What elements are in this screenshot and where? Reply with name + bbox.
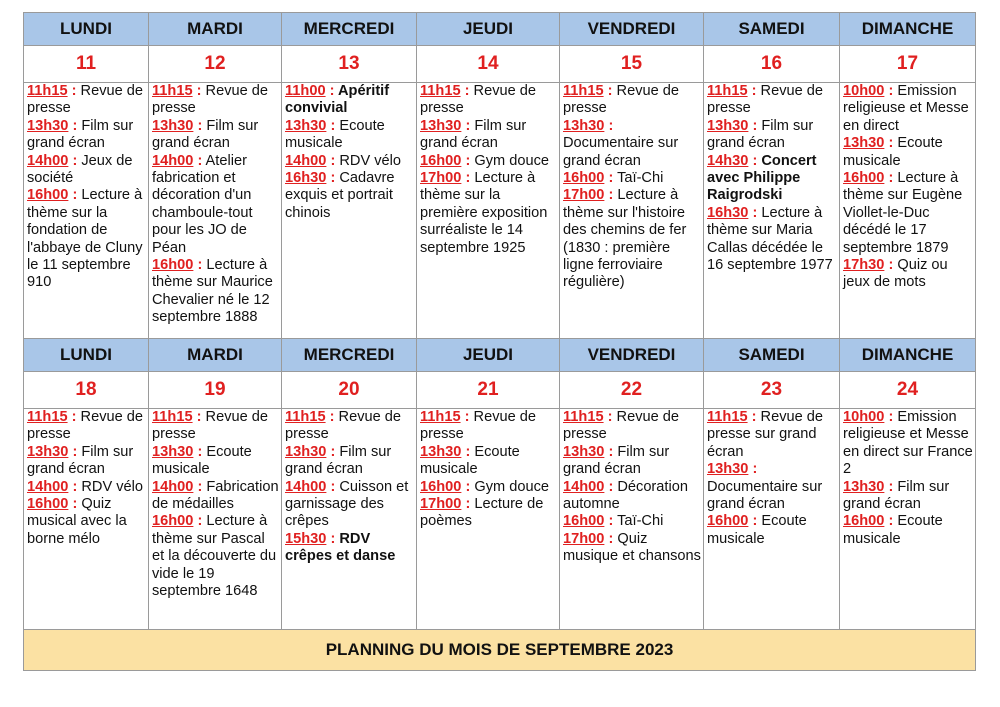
event-separator: : bbox=[604, 170, 614, 187]
event-time: 11h15 bbox=[27, 83, 68, 99]
event-separator: : bbox=[326, 117, 336, 134]
event-description: Revue de presse bbox=[707, 83, 824, 117]
event-entry bbox=[843, 409, 973, 479]
event-time: 13h30 bbox=[27, 117, 69, 134]
event-separator: : bbox=[884, 170, 894, 187]
event-separator: : bbox=[326, 478, 336, 495]
week2-header-row bbox=[24, 339, 976, 372]
event-time: 16h00 bbox=[420, 152, 462, 169]
event-description: Film sur grand écran bbox=[285, 443, 392, 478]
event-separator: : bbox=[68, 443, 78, 460]
event-entry bbox=[27, 187, 146, 291]
event-time: 14h30 bbox=[707, 152, 749, 169]
week1-date-tuesday: 12 bbox=[149, 46, 282, 83]
event-description: Quiz musical avec la borne mélo bbox=[27, 496, 127, 547]
week1-header-row bbox=[24, 13, 976, 46]
event-entry bbox=[707, 153, 837, 205]
week1-date-saturday: 16 bbox=[704, 46, 840, 83]
week1-events-monday bbox=[24, 83, 149, 339]
event-time: 13h30 bbox=[707, 117, 749, 134]
event-separator: : bbox=[603, 409, 613, 425]
event-time: 11h15 bbox=[563, 83, 604, 99]
week1-events-thursday bbox=[417, 83, 560, 339]
event-separator: : bbox=[604, 187, 614, 204]
event-separator: : bbox=[193, 478, 203, 495]
event-description: Revue de presse bbox=[563, 409, 680, 443]
event-entry bbox=[420, 496, 557, 531]
event-separator: : bbox=[326, 152, 336, 169]
event-description: Gym douce bbox=[470, 152, 549, 169]
week1-date-monday: 11 bbox=[24, 46, 149, 83]
event-separator: : bbox=[325, 409, 335, 425]
event-description: Jeux de société bbox=[27, 152, 133, 187]
event-entry bbox=[707, 409, 837, 461]
event-description: RDV vélo bbox=[77, 478, 144, 495]
event-time: 16h00 bbox=[420, 478, 462, 495]
event-entry bbox=[152, 513, 279, 600]
event-description: Lecture à thème sur Maurice Chevalier né le 12 septembre 1888 bbox=[152, 257, 273, 326]
event-description: Apéritif convivial bbox=[285, 83, 390, 117]
event-description: Quiz ou jeux de mots bbox=[843, 257, 948, 291]
event-description: Revue de presse bbox=[420, 409, 537, 443]
event-entry bbox=[152, 83, 279, 118]
event-description: Revue de presse bbox=[27, 409, 144, 443]
event-description: Film sur grand écran bbox=[420, 117, 527, 152]
week2-day-monday: LUNDI bbox=[24, 339, 149, 372]
event-description: Ecoute musicale bbox=[843, 135, 943, 169]
event-separator: : bbox=[68, 496, 78, 513]
event-entry bbox=[285, 479, 414, 531]
week2-date-thursday: 21 bbox=[417, 372, 560, 409]
event-entry bbox=[152, 153, 279, 257]
event-entry bbox=[843, 83, 973, 135]
week1-events-wednesday bbox=[282, 83, 417, 339]
event-description: Emission religieuse et Messe en direct bbox=[843, 83, 969, 134]
event-entry bbox=[152, 409, 279, 444]
week2-dates-row bbox=[24, 372, 976, 409]
event-time: 13h30 bbox=[843, 478, 885, 495]
week1-day-wednesday: MERCREDI bbox=[282, 13, 417, 46]
event-entry bbox=[563, 187, 701, 291]
event-separator: : bbox=[604, 117, 614, 134]
event-entry bbox=[563, 83, 701, 118]
event-description: Lecture à thème sur Eugène Viollet-le-Duc décédé le 17 septembre 1879 bbox=[843, 170, 963, 256]
event-entry bbox=[285, 444, 414, 479]
event-separator: : bbox=[884, 257, 894, 274]
event-time: 11h15 bbox=[285, 409, 326, 425]
event-separator: : bbox=[604, 530, 614, 547]
event-separator: : bbox=[67, 83, 77, 99]
event-time: 16h30 bbox=[285, 170, 327, 187]
event-time: 13h30 bbox=[563, 117, 605, 134]
event-description: Film sur grand écran bbox=[152, 117, 259, 152]
event-time: 16h00 bbox=[843, 513, 885, 530]
event-time: 10h00 bbox=[843, 409, 885, 425]
event-description: Taï-Chi bbox=[613, 513, 664, 530]
event-entry bbox=[420, 118, 557, 153]
week1-day-saturday: SAMEDI bbox=[704, 13, 840, 46]
event-entry bbox=[285, 409, 414, 444]
event-time: 13h30 bbox=[420, 117, 462, 134]
event-time: 13h30 bbox=[285, 443, 327, 460]
event-description: Revue de presse bbox=[152, 83, 269, 117]
week1-dates-row bbox=[24, 46, 976, 83]
event-time: 13h30 bbox=[420, 443, 462, 460]
week1-events-row bbox=[24, 83, 976, 339]
week1-events-sunday bbox=[840, 83, 976, 339]
event-separator: : bbox=[748, 461, 758, 478]
event-time: 11h15 bbox=[563, 409, 604, 425]
event-separator: : bbox=[192, 83, 202, 99]
event-time: 16h00 bbox=[563, 170, 605, 187]
week2-events-sunday bbox=[840, 409, 976, 630]
event-entry bbox=[563, 479, 701, 514]
event-entry bbox=[285, 170, 414, 222]
event-entry bbox=[707, 513, 837, 548]
event-description: Cuisson et garnissage des crêpes bbox=[285, 478, 409, 530]
event-separator: : bbox=[193, 152, 203, 169]
week1-day-sunday: DIMANCHE bbox=[840, 13, 976, 46]
event-description: Revue de presse sur grand écran bbox=[707, 409, 824, 460]
event-time: 16h00 bbox=[27, 187, 69, 204]
event-entry bbox=[843, 513, 973, 548]
event-description: Film sur grand écran bbox=[707, 117, 814, 152]
event-separator: : bbox=[748, 152, 758, 169]
week2-day-thursday: JEUDI bbox=[417, 339, 560, 372]
footer-row bbox=[24, 630, 976, 671]
event-separator: : bbox=[884, 478, 894, 495]
week1-events-saturday bbox=[704, 83, 840, 339]
event-time: 13h30 bbox=[563, 443, 605, 460]
event-time: 16h00 bbox=[843, 170, 885, 187]
event-time: 17h00 bbox=[563, 187, 605, 204]
week2-events-tuesday bbox=[149, 409, 282, 630]
event-description: Ecoute musicale bbox=[285, 117, 385, 152]
event-entry bbox=[420, 444, 557, 479]
week1-date-thursday: 14 bbox=[417, 46, 560, 83]
event-entry bbox=[843, 479, 973, 514]
event-time: 17h00 bbox=[420, 496, 462, 513]
event-separator: : bbox=[884, 135, 894, 152]
event-description: Décoration automne bbox=[563, 478, 688, 513]
week1-date-wednesday: 13 bbox=[282, 46, 417, 83]
week2-events-saturday bbox=[704, 409, 840, 630]
event-entry bbox=[285, 118, 414, 153]
event-description: RDV vélo bbox=[335, 152, 402, 169]
week1-date-friday: 15 bbox=[560, 46, 704, 83]
event-separator: : bbox=[193, 257, 203, 274]
event-time: 16h30 bbox=[707, 204, 749, 221]
event-separator: : bbox=[193, 513, 203, 530]
event-entry bbox=[420, 409, 557, 444]
week1-day-friday: VENDREDI bbox=[560, 13, 704, 46]
event-entry bbox=[27, 479, 146, 496]
planning-table bbox=[23, 12, 976, 671]
event-time: 16h00 bbox=[152, 257, 194, 274]
event-description: Film sur grand écran bbox=[843, 478, 950, 513]
event-entry bbox=[285, 153, 414, 170]
event-description: Documentaire sur grand écran bbox=[563, 135, 679, 169]
event-description: Revue de presse bbox=[152, 409, 269, 443]
event-time: 13h30 bbox=[152, 443, 194, 460]
event-separator: : bbox=[748, 117, 758, 134]
event-separator: : bbox=[604, 513, 614, 530]
event-entry bbox=[27, 409, 146, 444]
event-separator: : bbox=[884, 513, 894, 530]
event-entry bbox=[27, 444, 146, 479]
event-description: Ecoute musicale bbox=[843, 513, 943, 547]
event-separator: : bbox=[67, 409, 77, 425]
week1-day-tuesday: MARDI bbox=[149, 13, 282, 46]
week2-date-saturday: 23 bbox=[704, 372, 840, 409]
event-time: 11h15 bbox=[27, 409, 68, 425]
week2-date-wednesday: 20 bbox=[282, 372, 417, 409]
event-description: Ecoute musicale bbox=[152, 443, 252, 478]
event-entry bbox=[27, 83, 146, 118]
event-time: 14h00 bbox=[152, 152, 194, 169]
event-separator: : bbox=[68, 152, 78, 169]
event-description: Film sur grand écran bbox=[563, 443, 670, 478]
week1-day-monday: LUNDI bbox=[24, 13, 149, 46]
week2-events-wednesday bbox=[282, 409, 417, 630]
event-time: 14h00 bbox=[563, 478, 605, 495]
event-time: 11h15 bbox=[420, 83, 461, 99]
event-separator: : bbox=[748, 204, 758, 221]
event-entry bbox=[563, 170, 701, 187]
event-description: Fabrication de médailles bbox=[152, 478, 279, 513]
event-separator: : bbox=[461, 152, 471, 169]
event-entry bbox=[152, 118, 279, 153]
event-description: Documentaire sur grand écran bbox=[707, 478, 823, 513]
event-separator: : bbox=[193, 117, 203, 134]
event-entry bbox=[563, 118, 701, 170]
event-time: 16h00 bbox=[707, 513, 749, 530]
event-time: 17h00 bbox=[420, 170, 462, 187]
event-time: 16h00 bbox=[152, 513, 194, 530]
week2-day-sunday: DIMANCHE bbox=[840, 339, 976, 372]
event-description: Revue de presse bbox=[285, 409, 402, 443]
event-separator: : bbox=[460, 409, 470, 425]
event-description: Atelier fabrication et décoration d'un chamboule-tout pour les JO de Péan bbox=[152, 152, 253, 256]
event-entry bbox=[420, 170, 557, 257]
event-entry bbox=[152, 257, 279, 327]
week2-day-friday: VENDREDI bbox=[560, 339, 704, 372]
event-entry bbox=[707, 118, 837, 153]
event-description: Lecture à thème sur l'histoire des chemins de fer (1830 : première ligne ferroviaire régulière) bbox=[563, 187, 687, 291]
event-time: 11h15 bbox=[152, 409, 193, 425]
event-separator: : bbox=[461, 478, 471, 495]
event-description: Lecture à thème sur Pascal et la découverte du vide le 19 septembre 1648 bbox=[152, 513, 277, 600]
week2-events-row bbox=[24, 409, 976, 630]
event-time: 16h00 bbox=[563, 513, 605, 530]
event-entry bbox=[27, 496, 146, 548]
event-entry bbox=[420, 83, 557, 118]
event-separator: : bbox=[325, 83, 335, 99]
week2-date-sunday: 24 bbox=[840, 372, 976, 409]
event-time: 13h30 bbox=[285, 117, 327, 134]
event-description: Cadavre exquis et portrait chinois bbox=[285, 170, 395, 221]
event-separator: : bbox=[68, 478, 78, 495]
event-separator: : bbox=[747, 409, 757, 425]
event-separator: : bbox=[604, 478, 614, 495]
event-time: 10h00 bbox=[843, 83, 885, 99]
event-time: 15h30 bbox=[285, 530, 327, 547]
event-description: Lecture à thème sur la première exposition surréaliste le 14 septembre 1925 bbox=[420, 170, 548, 256]
event-description: RDV crêpes et danse bbox=[285, 530, 396, 565]
week2-date-friday: 22 bbox=[560, 372, 704, 409]
event-entry bbox=[843, 170, 973, 257]
event-separator: : bbox=[461, 117, 471, 134]
event-time: 16h00 bbox=[27, 496, 69, 513]
event-description: Film sur grand écran bbox=[27, 117, 134, 152]
event-separator: : bbox=[68, 117, 78, 134]
event-entry bbox=[285, 531, 414, 566]
week2-events-monday bbox=[24, 409, 149, 630]
event-separator: : bbox=[193, 443, 203, 460]
event-description: Gym douce bbox=[470, 478, 549, 495]
event-separator: : bbox=[604, 443, 614, 460]
event-separator: : bbox=[748, 513, 758, 530]
event-separator: : bbox=[461, 443, 471, 460]
event-description: Lecture à thème sur Maria Callas décédée le 16 septembre 1977 bbox=[707, 204, 833, 274]
event-entry bbox=[707, 83, 837, 118]
event-separator: : bbox=[68, 187, 78, 204]
event-description: Concert avec Philippe Raigrodski bbox=[707, 152, 817, 204]
event-description: Ecoute musicale bbox=[420, 443, 520, 478]
event-entry bbox=[563, 513, 701, 530]
event-time: 14h00 bbox=[285, 152, 327, 169]
week2-day-saturday: SAMEDI bbox=[704, 339, 840, 372]
event-entry bbox=[285, 83, 414, 118]
event-time: 13h30 bbox=[152, 117, 194, 134]
event-entry bbox=[152, 444, 279, 479]
event-time: 11h15 bbox=[707, 83, 748, 99]
event-entry bbox=[843, 135, 973, 170]
event-description: Revue de presse bbox=[420, 83, 537, 117]
event-separator: : bbox=[884, 83, 894, 99]
event-entry bbox=[843, 257, 973, 292]
event-separator: : bbox=[461, 496, 471, 513]
week2-day-tuesday: MARDI bbox=[149, 339, 282, 372]
event-description: Lecture de poèmes bbox=[420, 496, 544, 530]
event-time: 14h00 bbox=[152, 478, 194, 495]
event-time: 11h00 bbox=[285, 83, 326, 99]
week2-day-wednesday: MERCREDI bbox=[282, 339, 417, 372]
event-entry bbox=[563, 444, 701, 479]
event-entry bbox=[420, 153, 557, 170]
event-time: 11h15 bbox=[152, 83, 193, 99]
event-time: 14h00 bbox=[27, 478, 69, 495]
event-separator: : bbox=[326, 530, 336, 547]
event-entry bbox=[27, 118, 146, 153]
event-time: 14h00 bbox=[285, 478, 327, 495]
event-description: Revue de presse bbox=[27, 83, 144, 117]
event-time: 13h30 bbox=[707, 461, 749, 478]
week2-date-tuesday: 19 bbox=[149, 372, 282, 409]
event-time: 13h30 bbox=[843, 135, 885, 152]
week1-events-tuesday bbox=[149, 83, 282, 339]
event-separator: : bbox=[326, 443, 336, 460]
event-time: 14h00 bbox=[27, 152, 69, 169]
event-description: Lecture à thème sur la fondation de l'abbaye de Cluny le 11 septembre 910 bbox=[27, 187, 143, 291]
event-separator: : bbox=[192, 409, 202, 425]
event-separator: : bbox=[461, 170, 471, 187]
event-separator: : bbox=[460, 83, 470, 99]
event-description: Film sur grand écran bbox=[27, 443, 134, 478]
event-time: 13h30 bbox=[27, 443, 69, 460]
event-separator: : bbox=[326, 170, 336, 187]
week2-events-thursday bbox=[417, 409, 560, 630]
event-entry bbox=[27, 153, 146, 188]
event-description: Revue de presse bbox=[563, 83, 680, 117]
event-time: 17h30 bbox=[843, 257, 885, 274]
week2-events-friday bbox=[560, 409, 704, 630]
event-description: Ecoute musicale bbox=[707, 513, 807, 547]
event-separator: : bbox=[747, 83, 757, 99]
week2-date-monday: 18 bbox=[24, 372, 149, 409]
event-entry bbox=[563, 409, 701, 444]
event-separator: : bbox=[884, 409, 894, 425]
event-entry bbox=[152, 479, 279, 514]
week1-events-friday bbox=[560, 83, 704, 339]
event-entry bbox=[707, 461, 837, 513]
event-time: 17h00 bbox=[563, 530, 605, 547]
event-entry bbox=[563, 531, 701, 566]
week1-day-thursday: JEUDI bbox=[417, 13, 560, 46]
week1-date-sunday: 17 bbox=[840, 46, 976, 83]
planning-title: PLANNING DU MOIS DE SEPTEMBRE 2023 bbox=[24, 630, 976, 671]
event-description: Taï-Chi bbox=[613, 170, 664, 187]
event-description: Emission religieuse et Messe en direct sur France 2 bbox=[843, 409, 973, 478]
event-time: 11h15 bbox=[707, 409, 748, 425]
event-entry bbox=[707, 205, 837, 275]
event-time: 11h15 bbox=[420, 409, 461, 425]
event-separator: : bbox=[603, 83, 613, 99]
event-description: Quiz musique et chansons bbox=[563, 530, 701, 565]
event-entry bbox=[420, 479, 557, 496]
